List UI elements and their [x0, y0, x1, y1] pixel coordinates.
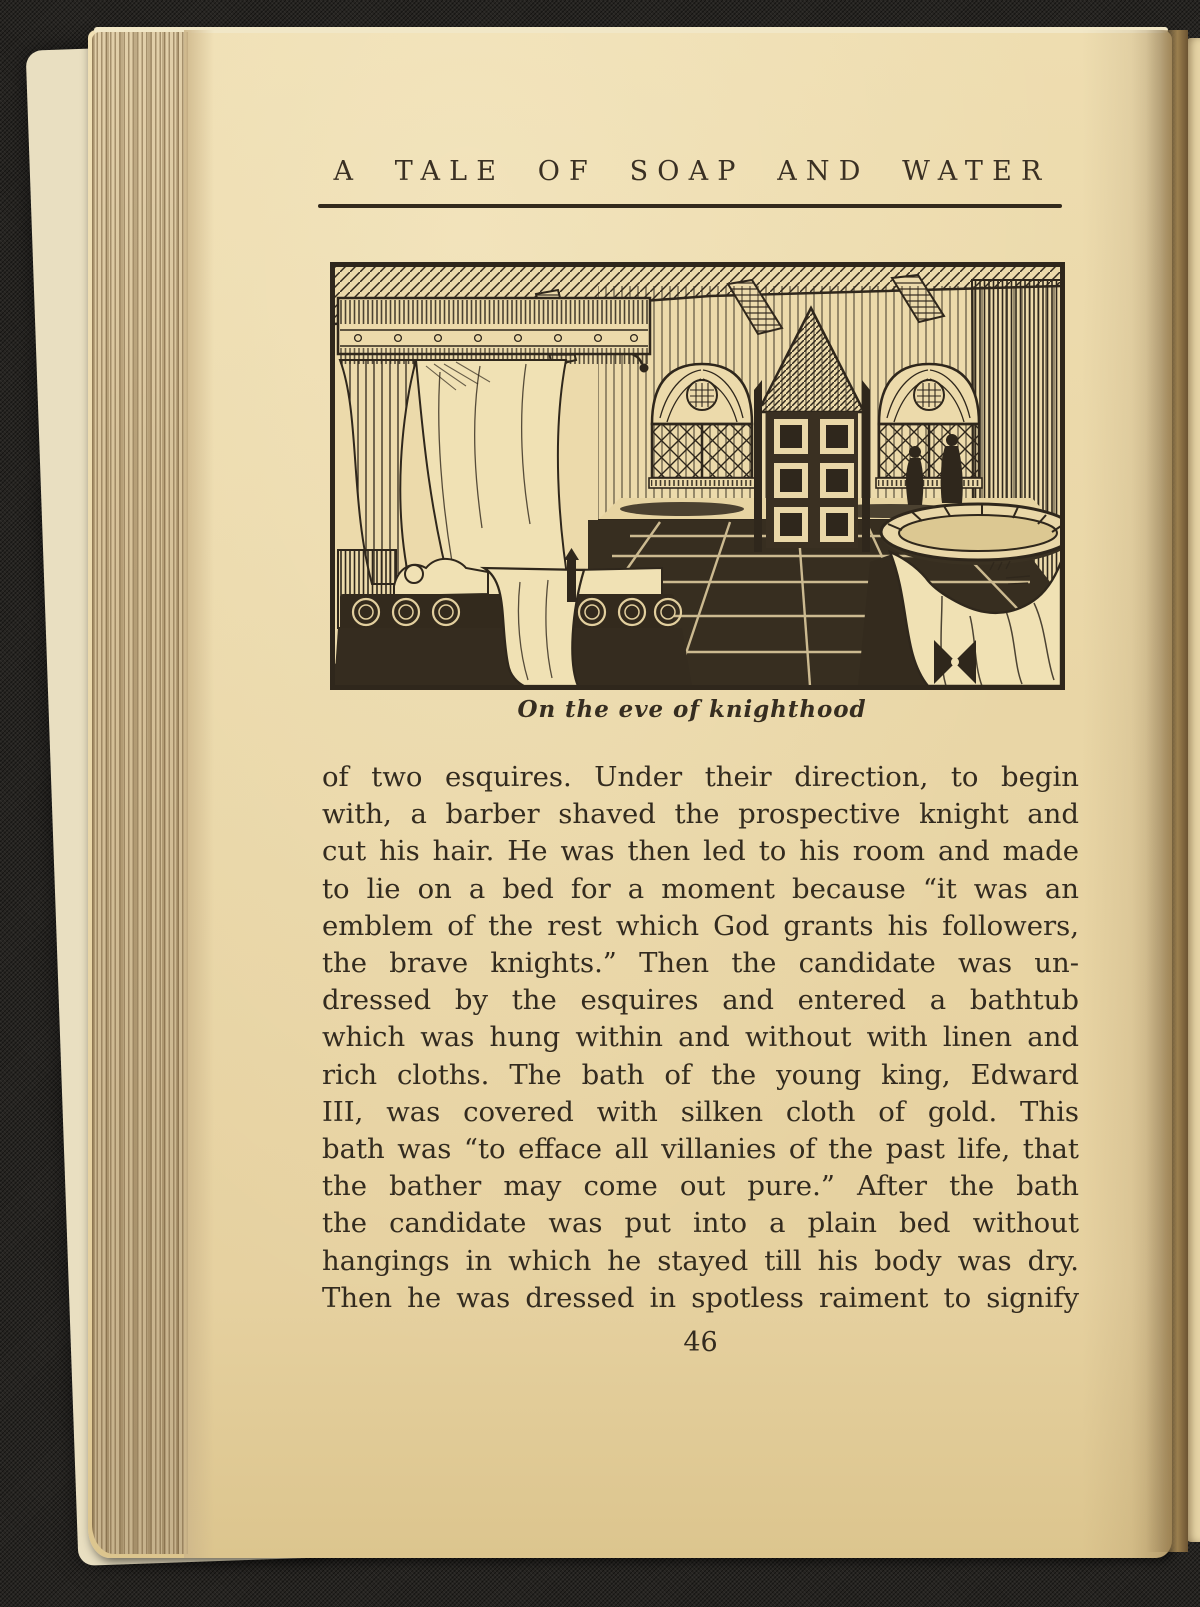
body-text-line: with, a barber shaved the prospective knight and: [322, 798, 1079, 831]
body-text-line: to lie on a bed for a moment because “it was an: [322, 872, 1079, 905]
lattice-window: [649, 364, 755, 488]
body-text-line: cut his hair. He was then led to his room and made: [322, 835, 1079, 868]
body-text: [322, 759, 1079, 1317]
body-text-line: the candidate was put into a plain bed without: [322, 1207, 1079, 1240]
body-text-line: the brave knights.” Then the candidate was un-: [322, 947, 1079, 980]
page-number: 46: [683, 1327, 718, 1358]
body-text-line: emblem of the rest which God grants his followers,: [322, 909, 1079, 942]
page-stack-fade: [184, 30, 214, 1558]
body-text-line: bath was “to efface all villanies of the past life, that: [322, 1133, 1079, 1166]
header-rule: [318, 204, 1062, 208]
next-page-edge: [1186, 38, 1200, 1542]
body-text-line: hangings in which he stayed till his body was dry.: [322, 1244, 1079, 1277]
body-text-line: III, was covered with silken cloth of gold. This: [322, 1095, 1079, 1128]
gutter-shadow: [1146, 30, 1188, 1552]
lattice-window-right: [876, 364, 982, 488]
figure-caption: On the eve of knighthood: [517, 696, 867, 723]
body-text-line: dressed by the esquires and entered a bathtub: [322, 984, 1079, 1017]
running-head: A TALE OF SOAP AND WATER: [333, 156, 1051, 187]
body-text-line: of two esquires. Under their direction, to begin: [322, 761, 1079, 793]
page-stack-edges: [92, 32, 188, 1554]
body-text-line: which was hung within and without with linen and: [322, 1021, 1079, 1054]
body-text-line: Then he was dressed in spotless raiment to signify: [322, 1281, 1079, 1314]
knighthood-illustration: [330, 262, 1065, 690]
book-page: [88, 30, 1172, 1558]
body-text-line: the bather may come out pure.” After the bath: [322, 1170, 1079, 1203]
body-text-line: rich cloths. The bath of the young king, Edward: [322, 1058, 1079, 1091]
bed-canopy: [338, 298, 650, 364]
bed: [334, 548, 692, 686]
